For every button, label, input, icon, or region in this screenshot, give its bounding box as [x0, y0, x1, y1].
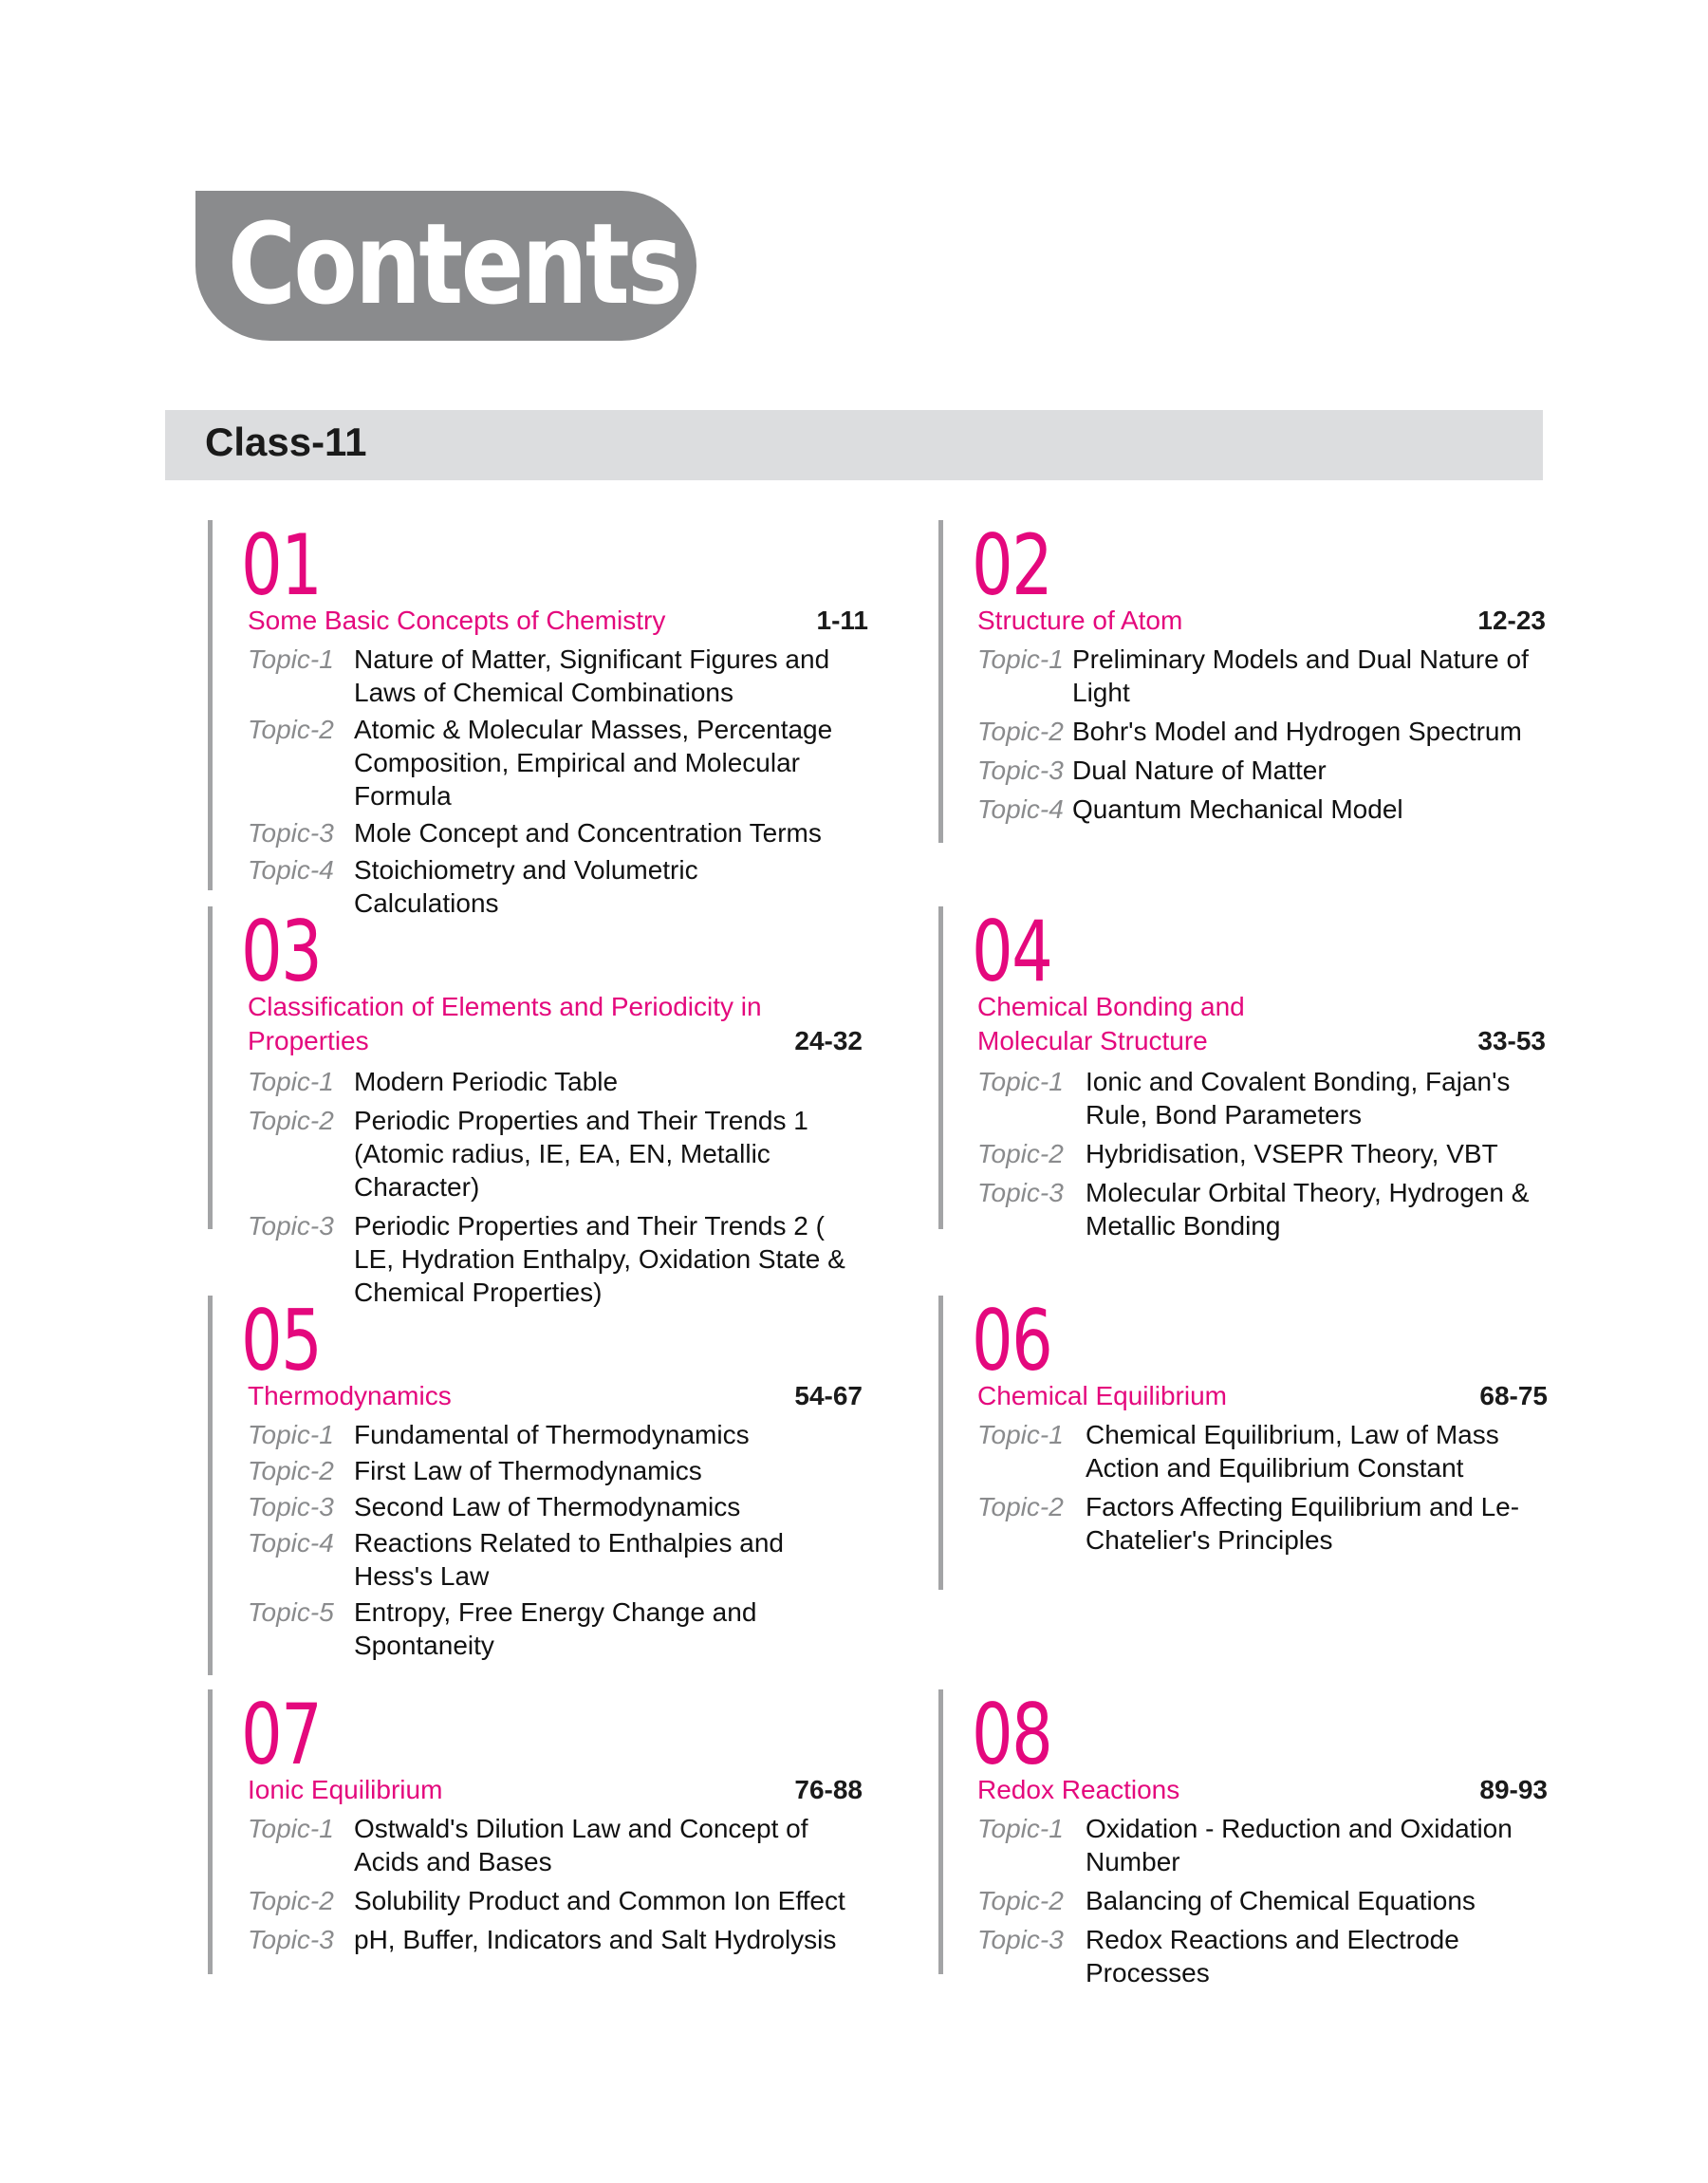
topic-label: Topic-1 [977, 644, 1064, 674]
topic-text: Factors Affecting Equilibrium and Le-Chatelier's Principles [1086, 1492, 1520, 1555]
topic-item[interactable] [248, 713, 847, 812]
topic-label: Topic-2 [977, 1492, 1064, 1521]
topic-text: Hybridisation, VSEPR Theory, VBT [1086, 1139, 1498, 1168]
topic-text: Nature of Matter, Significant Figures and Laws of Chemical Combinations [354, 644, 830, 707]
chapter-pages: 54-67 [794, 1381, 863, 1410]
chapter-pages: 89-93 [1479, 1775, 1548, 1804]
topic-item[interactable] [248, 1418, 866, 1451]
topic-item[interactable] [248, 1490, 866, 1523]
topic-item[interactable] [248, 1526, 866, 1593]
class-label: Class-11 [205, 420, 367, 464]
topic-item[interactable] [248, 1812, 866, 1878]
topic-item[interactable] [977, 1884, 1541, 1917]
topic-label: Topic-3 [248, 1211, 334, 1241]
chapter-01 [208, 516, 872, 918]
page-title: Contents [228, 198, 681, 329]
topic-label: Topic-2 [977, 1886, 1064, 1915]
topic-label: Topic-4 [248, 1528, 334, 1558]
topic-item[interactable] [977, 1490, 1522, 1557]
topic-text: Dual Nature of Matter [1072, 756, 1327, 785]
topic-text: First Law of Thermodynamics [354, 1456, 702, 1485]
topic-label: Topic-2 [248, 1106, 334, 1135]
chapter-number: 08 [972, 1686, 1052, 1783]
topic-list [977, 1812, 1541, 1995]
topic-item[interactable] [248, 1454, 866, 1487]
topic-label: Topic-2 [977, 1139, 1064, 1168]
chapter-pages: 76-88 [794, 1775, 863, 1804]
topic-text: Periodic Properties and Their Trends 2 ( LE, Hydration Enthalpy, Oxidation State & Chemical Properties) [354, 1211, 845, 1307]
topic-item[interactable] [977, 754, 1547, 787]
chapter-title[interactable]: Ionic Equilibrium [248, 1775, 443, 1804]
topic-text: pH, Buffer, Indicators and Salt Hydrolysis [354, 1925, 837, 1954]
topic-label: Topic-3 [248, 818, 334, 848]
topic-label: Topic-3 [248, 1925, 334, 1954]
chapter-number: 02 [972, 516, 1052, 614]
topic-item[interactable] [977, 1065, 1541, 1131]
topic-item[interactable] [248, 1884, 866, 1917]
topic-label: Topic-1 [248, 1420, 334, 1449]
topic-list [248, 1812, 866, 1962]
chapter-number: 04 [972, 903, 1052, 1000]
chapter-title[interactable]: Chemical Equilibrium [977, 1381, 1227, 1410]
topic-item[interactable] [977, 1923, 1541, 1989]
topic-text: Chemical Equilibrium, Law of Mass Action and Equilibrium Constant [1086, 1420, 1499, 1483]
chapter-07 [208, 1686, 872, 1974]
topic-list [977, 643, 1547, 831]
topic-text: Modern Periodic Table [354, 1067, 619, 1096]
contents-title-banner [195, 191, 696, 341]
topic-text: Ionic and Covalent Bonding, Fajan's Rule, Bond Parameters [1086, 1067, 1511, 1129]
chapter-06 [938, 1292, 1550, 1590]
chapter-number: 06 [972, 1292, 1052, 1390]
topic-item[interactable] [977, 1812, 1541, 1878]
topic-item[interactable] [248, 1104, 876, 1203]
chapter-04 [938, 903, 1550, 1241]
topic-text: Redox Reactions and Electrode Processes [1086, 1925, 1459, 1987]
topic-item[interactable] [248, 1065, 876, 1098]
chapter-03 [208, 903, 872, 1307]
chapter-title[interactable]: Chemical Bonding and Molecular Structure [977, 992, 1245, 1055]
topic-item[interactable] [977, 715, 1547, 748]
topic-text: Preliminary Models and Dual Nature of Light [1072, 644, 1529, 707]
chapter-title[interactable]: Classification of Elements and Periodicity in Properties [248, 992, 762, 1055]
class-header-bar [165, 410, 1543, 480]
topic-text: Ostwald's Dilution Law and Concept of Acids and Bases [354, 1814, 808, 1876]
chapter-title[interactable]: Structure of Atom [977, 606, 1183, 635]
topic-text: Entropy, Free Energy Change and Spontaneity [354, 1597, 757, 1660]
topic-item[interactable] [248, 816, 847, 849]
chapter-pages: 1-11 [816, 606, 868, 635]
topic-item[interactable] [977, 1418, 1522, 1484]
topic-label: Topic-1 [977, 1420, 1064, 1449]
topic-label: Topic-3 [977, 1178, 1064, 1207]
topic-text: Molecular Orbital Theory, Hydrogen & Metallic Bonding [1086, 1178, 1530, 1241]
chapter-08 [938, 1686, 1550, 1987]
topic-item[interactable] [248, 643, 847, 709]
topic-label: Topic-2 [977, 717, 1064, 746]
topic-label: Topic-4 [977, 794, 1064, 824]
topic-list [248, 1418, 866, 1665]
topic-label: Topic-1 [248, 1814, 334, 1843]
topic-text: Oxidation - Reduction and Oxidation Number [1086, 1814, 1513, 1876]
chapter-02 [938, 516, 1550, 843]
chapter-pages: 12-23 [1477, 606, 1546, 635]
topic-text: Second Law of Thermodynamics [354, 1492, 741, 1521]
topic-label: Topic-2 [248, 715, 334, 744]
topic-label: Topic-3 [977, 1925, 1064, 1954]
chapter-number: 07 [241, 1686, 322, 1783]
topic-label: Topic-3 [248, 1492, 334, 1521]
topic-item[interactable] [977, 643, 1547, 709]
chapter-pages: 33-53 [1477, 1026, 1546, 1055]
topic-label: Topic-1 [977, 1814, 1064, 1843]
chapter-number: 05 [241, 1292, 322, 1390]
chapter-pages: 68-75 [1479, 1381, 1548, 1410]
topic-text: Balancing of Chemical Equations [1086, 1886, 1476, 1915]
topic-label: Topic-2 [248, 1886, 334, 1915]
topic-text: Atomic & Molecular Masses, Percentage Composition, Empirical and Molecular Formula [354, 715, 833, 811]
topic-item[interactable] [248, 1923, 866, 1956]
topic-list [977, 1065, 1541, 1248]
topic-text: Fundamental of Thermodynamics [354, 1420, 750, 1449]
chapter-pages: 24-32 [794, 1026, 863, 1055]
topic-label: Topic-5 [248, 1597, 334, 1627]
topic-label: Topic-1 [977, 1067, 1064, 1096]
topic-item[interactable] [248, 1595, 866, 1662]
topic-text: Mole Concept and Concentration Terms [354, 818, 822, 848]
topic-item[interactable] [248, 1209, 876, 1309]
chapter-number: 03 [241, 903, 322, 1000]
chapter-number: 01 [241, 516, 322, 614]
topic-label: Topic-1 [248, 644, 334, 674]
topic-item[interactable] [977, 1176, 1541, 1242]
topic-text: Reactions Related to Enthalpies and Hess's Law [354, 1528, 784, 1591]
chapter-title[interactable]: Some Basic Concepts of Chemistry [248, 606, 666, 635]
topic-text: Periodic Properties and Their Trends 1 (Atomic radius, IE, EA, EN, Metallic Character) [354, 1106, 808, 1202]
topic-item[interactable] [977, 1137, 1541, 1170]
topic-label: Topic-2 [248, 1456, 334, 1485]
topic-text: Quantum Mechanical Model [1072, 794, 1403, 824]
topic-label: Topic-3 [977, 756, 1064, 785]
chapter-05 [208, 1292, 872, 1675]
topic-list [977, 1418, 1522, 1562]
topic-label: Topic-4 [248, 855, 334, 885]
topic-list [248, 1065, 876, 1315]
topic-list [248, 643, 847, 924]
topic-text: Solubility Product and Common Ion Effect [354, 1886, 845, 1915]
topic-text: Bohr's Model and Hydrogen Spectrum [1072, 717, 1522, 746]
topic-text: Stoichiometry and Volumetric Calculations [354, 855, 698, 918]
chapter-title[interactable]: Redox Reactions [977, 1775, 1180, 1804]
topic-label: Topic-1 [248, 1067, 334, 1096]
topic-item[interactable] [977, 793, 1547, 826]
chapter-title[interactable]: Thermodynamics [248, 1381, 452, 1410]
